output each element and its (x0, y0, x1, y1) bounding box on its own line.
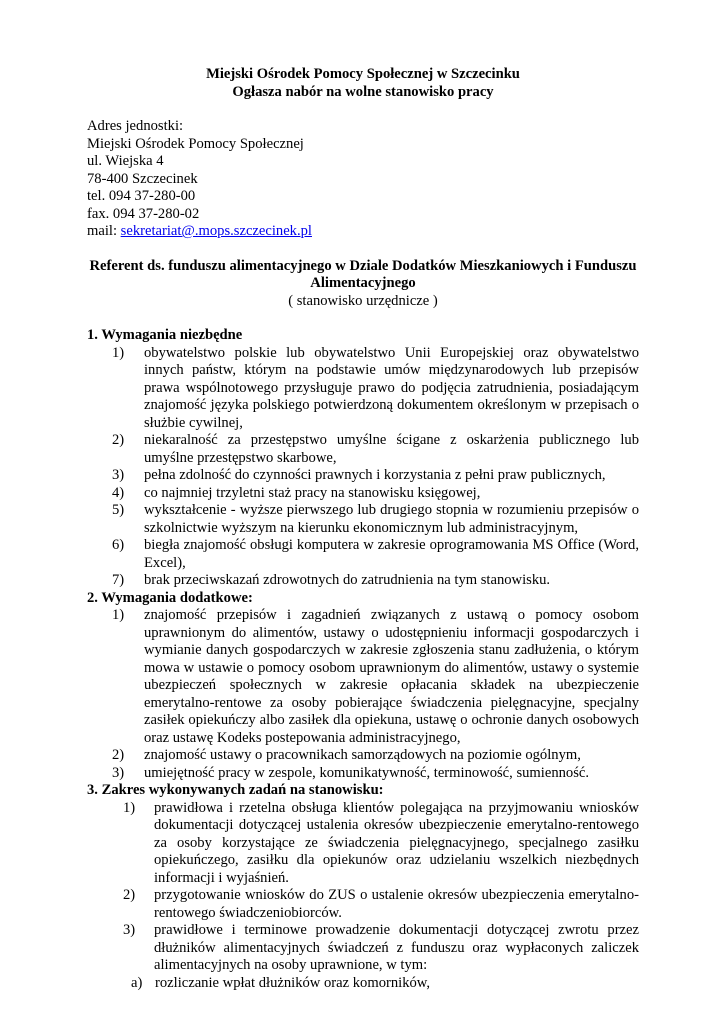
address-city: 78-400 Szczecinek (87, 170, 198, 187)
item-text: umiejętność pracy w zespole, komunikatywność, terminowość, sumienność. (144, 764, 590, 781)
list-item (87, 485, 639, 503)
address-block (87, 118, 639, 241)
list-item (87, 432, 639, 467)
item-text: co najmniej trzyletni staż pracy na stanowisku księgowej, (144, 484, 481, 501)
item-text: niekaralność za przestępstwo umyślne ścigane z oskarżenia publicznego lub umyślne przestępstwo skarbowe, (144, 432, 639, 466)
section-1-title: 1. Wymagania niezbędne (87, 327, 243, 343)
address-tel: tel. 094 37-280-00 (87, 188, 196, 204)
position-subtitle: ( stanowisko urzędnicze ) (288, 292, 438, 309)
item-text: prawidłowe i terminowe prowadzenie dokumentacji dotyczącej zwrotu przez dłużników alimentacyjnych świadczeń z funduszu oraz wypłaconych zaliczek alimentacyjnych na osoby uprawnione, w tym: (154, 922, 639, 973)
sub-list-item (87, 975, 639, 993)
item-number: 6) (112, 537, 125, 553)
item-text: biegła znajomość obsługi komputera w zakresie oprogramowania MS Office (Word, Excel), (144, 537, 639, 571)
address-name: Miejski Ośrodek Pomocy Społecznej (87, 135, 304, 152)
position-title: Referent ds. funduszu alimentacyjnego w Dziale Dodatków Mieszkaniowych i Funduszu Alimentacyjnego (89, 257, 637, 291)
header-line-2: Ogłasza nabór na wolne stanowisko pracy (232, 83, 494, 100)
item-text: znajomość ustawy o pracownikach samorządowych na poziomie ogólnym, (144, 747, 581, 763)
item-text: pełna zdolność do czynności prawnych i korzystania z pełni praw publicznych, (144, 467, 606, 483)
item-number: 3) (123, 922, 136, 938)
section-2-title: 2. Wymagania dodatkowe: (87, 589, 253, 606)
item-number: 2) (112, 432, 125, 448)
item-number: 2) (123, 887, 136, 903)
item-letter: a) (131, 974, 143, 991)
address-fax: fax. 094 37-280-02 (87, 205, 200, 222)
section-3-title: 3. Zakres wykonywanych zadań na stanowisku: (87, 782, 384, 798)
item-number: 5) (112, 502, 125, 518)
list-item (87, 922, 639, 975)
document-page (87, 66, 639, 992)
section-3-sublist (87, 975, 639, 993)
list-item (87, 887, 639, 922)
item-number: 4) (112, 484, 125, 501)
mail-link[interactable]: sekretariat@.mops.szczecinek.pl (120, 223, 312, 239)
header-line-1: Miejski Ośrodek Pomocy Społecznej w Szczecinku (206, 66, 520, 82)
mail-label: mail: (87, 223, 121, 239)
item-number: 3) (112, 467, 125, 483)
item-text: brak przeciwskazań zdrowotnych do zatrudnienia na tym stanowisku. (144, 572, 551, 588)
item-number: 3) (112, 764, 125, 781)
item-text: obywatelstwo polskie lub obywatelstwo Unii Europejskiej oraz obywatelstwo innych państw, którym na podstawie umów międzynarodowych lub przepisów prawa wspólnotowego przysługuje prawo do podjęcia zatrudnienia, posiadającym znajomość języka polskiego potwierdzoną dokumentem określonym w przepisach o służbie cywilnej, (144, 344, 639, 431)
address-street: ul. Wiejska 4 (87, 153, 164, 169)
item-number: 2) (112, 747, 125, 763)
list-item (87, 467, 639, 485)
list-item (87, 572, 639, 590)
item-text: rozliczanie wpłat dłużników oraz komorników, (155, 974, 431, 991)
section-1-list (87, 345, 639, 590)
item-number: 1) (123, 799, 136, 816)
item-text: znajomość przepisów i zagadnień związanych z ustawą o pomocy osobom uprawnionym do alimentów, ustawy o udostępnieniu informacji gospodarczych i wymianie danych gospodarczych w zakresie zgłoszenia stanu zadłużenia, o którym mowa w ustawie o pomocy osobom uprawnionym do alimentów, ustawy o systemie ubezpieczeń społecznych w zakresie opłacania składek na ubezpieczenie emerytalno-rentowe za osoby pobierające świadczenia pielęgnacyjne, specjalny zasiłek opiekuńczy albo zasiłek dla opiekuna, ustawę o ochronie danych osobowych oraz ustawę Kodeks postepowania administracyjnego, (144, 607, 639, 746)
list-item (87, 765, 639, 783)
list-item (87, 800, 639, 888)
list-item (87, 537, 639, 572)
list-item (87, 747, 639, 765)
section-3-list (87, 800, 639, 975)
list-item (87, 607, 639, 747)
item-number: 7) (112, 572, 125, 588)
item-text: prawidłowa i rzetelna obsługa klientów polegająca na przyjmowaniu wniosków dokumentacji dotyczącej ustalenia okresów ubezpieczenie emerytalno-rentowego za osoby korzystające ze świadczenia pielęgnacyjnego, specjalnego zasiłku opiekuńczego, zasiłku dla opiekunów oraz udzielaniu wszelkich niezbędnych informacji i wyjaśnień. (154, 799, 639, 886)
list-item (87, 502, 639, 537)
item-text: wykształcenie - wyższe pierwszego lub drugiego stopnia w rozumieniu przepisów o szkolnictwie wyższym na kierunku ekonomicznym lub administracyjnym, (144, 502, 639, 536)
item-number: 1) (112, 344, 125, 361)
item-text: przygotowanie wniosków do ZUS o ustalenie okresów ubezpieczenia emerytalno-rentowego świadczeniobiorców. (154, 887, 639, 921)
address-label: Adres jednostki: (87, 118, 184, 134)
address-mail-line (87, 223, 639, 241)
list-item (87, 345, 639, 433)
item-number: 1) (112, 607, 125, 623)
section-2-list (87, 607, 639, 782)
